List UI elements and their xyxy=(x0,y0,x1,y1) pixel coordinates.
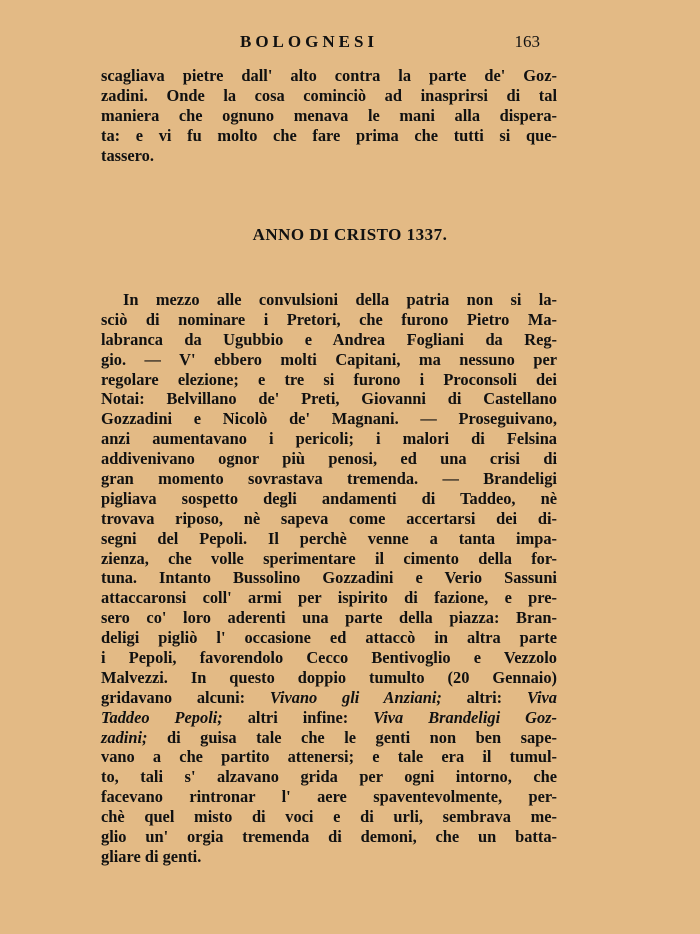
text-line: trovava riposo, nè sapeva come accertarsi dei di- xyxy=(101,508,557,528)
text-line: to, tali s' alzavano grida per ogni intorno, che xyxy=(101,767,557,787)
text-line: deligi pigliò l' occasione ed attaccò in altra parte xyxy=(101,628,557,648)
text-line: scagliava pietre dall' alto contra la parte de' Goz- xyxy=(101,66,557,85)
text-line-mixed xyxy=(101,688,557,708)
text-line: zienza, che volle sperimentare il cimento della for- xyxy=(101,548,557,568)
italic-quote: zadini; xyxy=(101,727,148,747)
text-line: chè quel misto di voci e di urli, sembrava me- xyxy=(101,807,557,827)
text-line: facevano rintronar l' aere spaventevolmente, per- xyxy=(101,787,557,807)
text-line: attaccaronsi coll' armi per ispirito di fazione, e pre- xyxy=(101,588,557,608)
text-line: maniera che ognuno menava le mani alla dispera- xyxy=(101,105,557,125)
text-line: sero co' loro aderenti una parte della piazza: Bran- xyxy=(101,608,557,628)
text-line: regolare elezione; e tre si furono i Proconsoli dei xyxy=(101,369,557,389)
text-line-mixed xyxy=(101,728,557,748)
text-run: altri: xyxy=(441,687,527,707)
text-line: tuna. Intanto Bussolino Gozzadini e Verio Sassuni xyxy=(101,568,557,588)
text-line: i Pepoli, favorendolo Cecco Bentivoglio e Vezzolo xyxy=(101,648,557,668)
text-line: segni del Pepoli. Il perchè venne a tanta impa- xyxy=(101,528,557,548)
text-line: ta: e vi fu molto che fare prima che tutti si que- xyxy=(101,125,557,145)
main-paragraph xyxy=(101,290,557,867)
text-line: sciò di nominare i Pretori, che furono Pietro Ma- xyxy=(101,309,557,329)
text-line: labranca da Ugubbio e Andrea Fogliani da Reg- xyxy=(101,329,557,349)
text-line: addivenivano ognor più penosi, ed una crisi di xyxy=(101,449,557,469)
text-run: di guisa tale che le genti non ben sape- xyxy=(147,727,557,747)
running-title: BOLOGNESI xyxy=(240,32,379,51)
page-header xyxy=(100,32,540,54)
italic-quote: Viva Brandeligi Goz- xyxy=(373,707,557,727)
text-line: gliare di genti. xyxy=(101,846,202,866)
text-line: Malvezzi. In questo doppio tumulto (20 Gennaio) xyxy=(101,667,557,687)
section-heading: ANNO DI CRISTO 1337. xyxy=(252,225,448,244)
text-line: gio. — V' ebbero molti Capitani, ma nessuno per xyxy=(101,349,557,369)
italic-quote: Taddeo Pepoli; xyxy=(101,707,223,727)
text-line: In mezzo alle convulsioni della patria non si la- xyxy=(123,290,557,309)
text-line-mixed xyxy=(101,708,557,728)
text-line: pigliava sospetto degli andamenti di Taddeo, nè xyxy=(101,488,557,508)
top-paragraph xyxy=(101,66,557,165)
text-run: altri infine: xyxy=(222,707,374,727)
text-line: Gozzadini e Nicolò de' Magnani. — Proseguivano, xyxy=(101,409,557,429)
text-line: anzi aumentavano i pericoli; i malori di Felsina xyxy=(101,429,557,449)
text-line: zadini. Onde la cosa cominciò ad inasprirsi di tal xyxy=(101,85,557,105)
text-line: vano a che partito attenersi; e tale era il tumul- xyxy=(101,747,557,767)
text-line: tassero. xyxy=(101,145,154,165)
text-line: gran momento sovrastava tremenda. — Brandeligi xyxy=(101,469,557,489)
italic-quote: Viva xyxy=(526,687,557,707)
text-run: gridavano alcuni: xyxy=(101,687,270,707)
text-line: Notai: Belvillano de' Preti, Giovanni di Castellano xyxy=(101,389,557,409)
page-number: 163 xyxy=(514,32,540,51)
italic-quote: Vivano gli Anziani; xyxy=(269,687,442,707)
text-line: glio un' orgia tremenda di demoni, che un batta- xyxy=(101,827,557,847)
